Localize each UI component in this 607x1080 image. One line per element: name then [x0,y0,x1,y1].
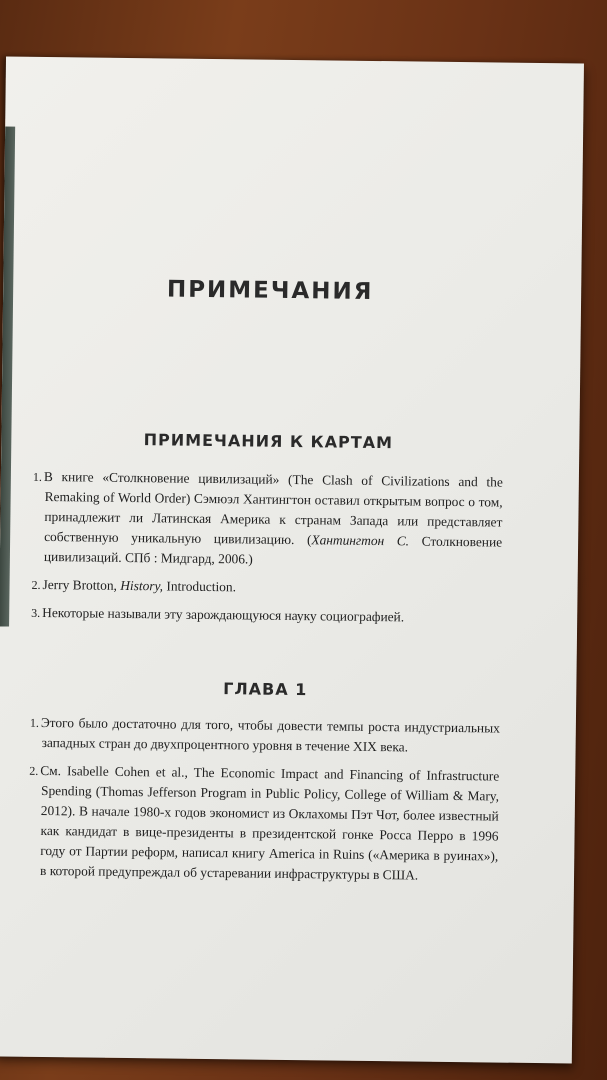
note-text: В книге «Столкновение цивилизаций» (The Clash of Civilizations and the Remaking of World Order) Сэмюэл Хантингтон оставил открытым вопрос о том, принадлежит ли Латинская Америка к странам Запада или представляет собственную уникальную цивилизацию. ( [43,468,503,548]
note-number: 2. [31,577,41,592]
note-text: Этого было достаточно для того, чтобы довести темпы роста индустриальных западных стран до двухпроцентного уровня в течение XIX века. [40,714,500,755]
note-text-tail: Introduction. [162,578,237,595]
note-item [31,575,501,601]
page-content [29,57,508,883]
note-number: 3. [31,605,41,620]
section-heading-maps: ПРИМЕЧАНИЯ К КАРТАМ [143,430,394,453]
note-number: 1. [29,715,39,730]
note-item [28,761,499,887]
note-text-tail: Столкновение цивилизаций. СПб : Мидгард, 2006.) [43,533,503,567]
notes-list-chapter-1 [28,713,500,895]
notes-list-maps [31,467,503,637]
note-italic: History, [120,577,164,594]
note-italic: Хантингтон С. [311,532,410,549]
page-edge-shadow [0,126,15,626]
note-text: Некоторые называли эту зарождающуюся науку социографией. [42,604,405,625]
page-title: ПРИМЕЧАНИЯ [166,276,374,305]
note-item [31,603,501,629]
note-item [30,713,500,759]
note-number: 2. [29,763,39,778]
section-heading-chapter-1: ГЛАВА 1 [223,679,308,700]
note-number: 1. [32,469,42,484]
note-text: См. Isabelle Cohen et al., The Economic Impact and Financing of Infrastructure Spending (Thomas Jefferson Program in Public Policy, College of William & Mary, 2012). В начале 1980-х годов экономист из Оклахомы Пэт Чот, более известный как кандидат в вице-президенты в президентской гонке Росса Перро в 1996 году от Партии реформ, написал книгу America in Ruins («Америка в руинах»), в которой предупреждал об устаревании инфраструктуры в США. [39,762,500,883]
note-text: Jerry Brotton, [42,576,121,593]
book-page [0,56,584,1063]
note-item [32,467,503,573]
